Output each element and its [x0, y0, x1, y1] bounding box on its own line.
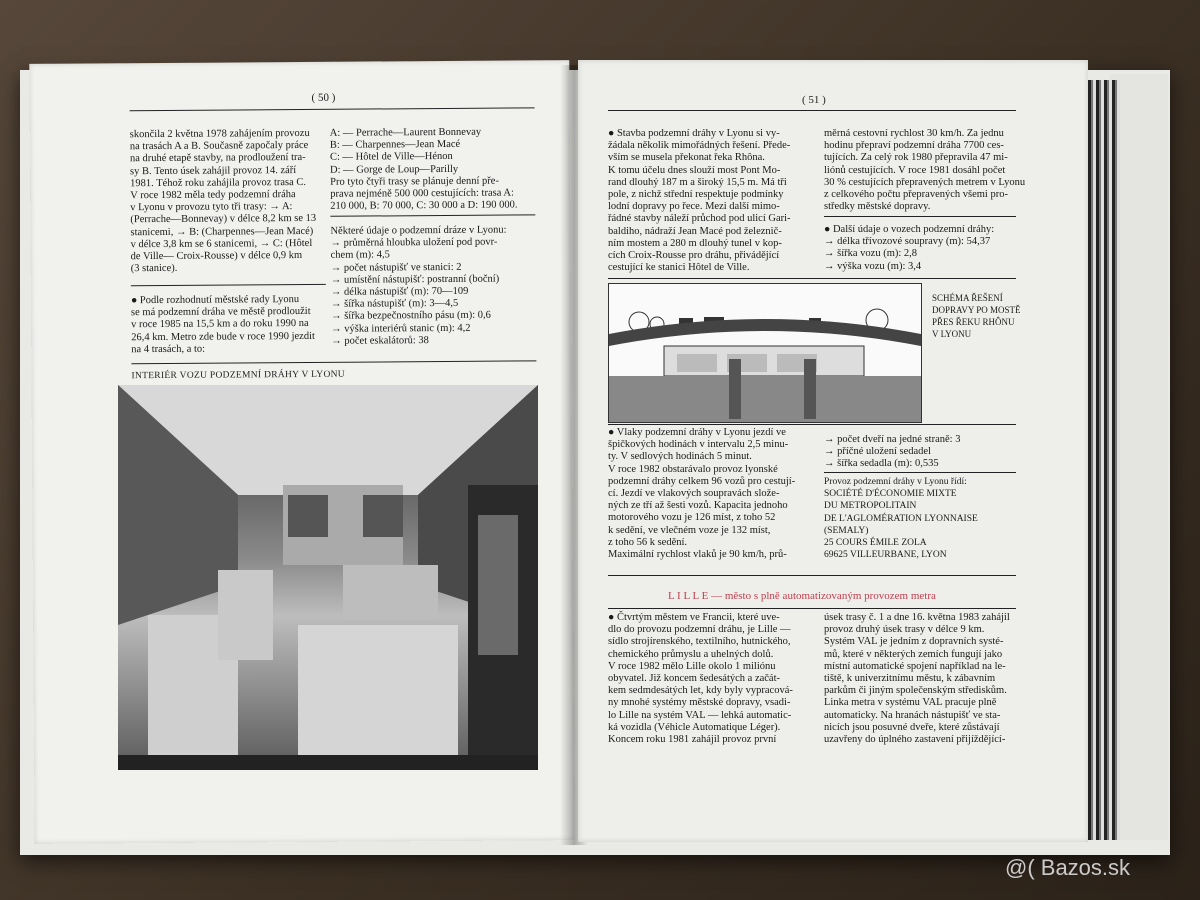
text-block: úsek trasy č. 1 a dne 16. května 1983 zahájil provoz druhý úsek trasy v délce 9 km. Systém VAL je jedním z dopravních systé- mů, které v některých zemích fungují jako místní automatické spojení například na le- tiště, k univerzitnímu městu, k zábavním parkům či jiným společenským střediskům. Linka metra v systému VAL pracuje plně automaticky. Na hranách nástupišť ve sta- nicích jsou posuvné dveře, které zůstávají uzavřeny do úplného zastavení přijíždějící- — [824, 612, 1010, 746]
divider — [608, 608, 1016, 609]
bridge-cross-section-illustration — [609, 284, 921, 422]
text-block: ● Stavba podzemní dráhy v Lyonu si vy- žádala několik mimořádných řešení. Přede- vším se musela překonat řeka Rhôna. K tomu účelu dnes slouží most Pont Mo- rand dlouhý 187 m a široký 15,5 m. Má tři pole, z nichž střední respektuje podmínky lodní dopravy po řece. Mezi další mimo- řádné stavby náleží průchod pod ulicí Gari- baldiho, nádraží Jean Macé pod železnič- ním mostem a 280 m dlouhý tunel v kop- cích Croix-Rousse pro dráhu, přivádějící cestující ke stanici Hôtel de Ville. — [608, 128, 791, 274]
photo-caption: INTERIÉR VOZU PODZEMNÍ DRÁHY V LYONU — [131, 369, 345, 382]
text-block: ● Podle rozhodnutí městské rady Lyonu se má podzemní dráha ve městě prodloužit v roce 1985 na 15,5 km a do roku 1990 na 26,4 km. Metro zde bude v roce 1990 jezdit na 4 trasách, a to: — [130, 294, 315, 356]
text-block: Některé údaje o podzemní dráze v Lyonu: → průměrná hloubka uložení pod povr- chem (m): 4,5 → počet nástupišť ve stanici: 2 → umístění nástupišť: postranní (boční) → délka nástupišť (m): 70—109 → šířka nástupišť (m): 3—4,5 → šířka bezpečnostního pásu (m): 0,6 → výška interiérů stanic (m): 4,2 → počet eskalátorů: 38 — [330, 224, 507, 347]
divider — [608, 278, 1016, 279]
divider — [131, 360, 536, 364]
watermark: @( Bazos.sk — [1005, 855, 1131, 880]
text-block: ● Vlaky podzemní dráhy v Lyonu jezdí ve špičkových hodinách v intervalu 2,5 minu- ty. V sedlových hodinách 5 minut. V roce 1982 obstarávalo provoz lyonské podzemní dráhy celkem 96 vozů pro cestují- cí. Jezdí ve vlakových soupravách slože- ných ze tří až šesti vozů. Kapacita jednoho motorového vozu je 126 míst, z toho 52 k sedění, ve vlečném voze je 132 míst, z toho 56 k sedění. Maximální rychlost vlaků je 90 km/h, prů- — [608, 427, 796, 561]
divider — [131, 284, 326, 286]
bridge-diagram — [608, 283, 922, 423]
text-block: A: — Perrache—Laurent Bonnevay B: — Charpennes—Jean Macé C: — Hôtel de Ville—Hénon D: — Gorge de Loup—Parilly Pro tyto čtyři trasy se plánuje denní pře- prava nejméně 500 000 cestujících: trasa A: 210 000, B: 70 000, C: 30 000 a D: 190 000. — [329, 126, 518, 213]
text-block: ● Čtvrtým městem ve Francii, které uve- dlo do provozu podzemní dráhu, je Lille — sídlo strojírenského, textilního, hutnického, chemického průmyslu a uhelných dolů. V roce 1982 mělo Lille okolo 1 miliónu obyvatel. Již koncem šedesátých a začát- kem sedmdesátých let, kdy byly vypracová- ny mnohé systémy městské dopravy, vsadi- lo Lille na systém VAL — lehká automatic- ká vozidla (Véhicle Automatique Léger). Koncem roku 1981 zahájil provoz první — [608, 612, 793, 746]
text-block: měrná cestovní rychlost 30 km/h. Za jednu hodinu přepraví podzemní dráha 7700 ces- tujících. Za celý rok 1980 přepravila 47 mi- liónů cestujících. V roce 1981 dosáhl počet 30 % cestujících přepravených metrem v Lyonu z celkového počtu přepravených všemi pro- středky městské dopravy. — [824, 128, 1026, 213]
text-block: Provoz podzemní dráhy v Lyonu řídí: SOCIÉTÉ D'ÉCONOMIE MIXTE DU METROPOLITAIN DE L'AGLOMÉRATION LYONNAISE (SEMALY) 25 COURS ÉMILE ZOLA 69625 VILLEURBANE, LYON — [824, 477, 978, 561]
header-rule — [608, 110, 1016, 111]
header-rule — [130, 107, 535, 111]
text-block: → počet dveří na jedné straně: 3 → příčné uložení sedadel → šířka sedadla (m): 0,535 — [824, 434, 961, 470]
divider — [330, 214, 535, 216]
page-number: ( 51 ) — [802, 94, 826, 106]
text-block: ● Další údaje o vozech podzemní dráhy: → délka třívozové soupravy (m): 54,37 → šířka vozu (m): 2,8 → výška vozu (m): 3,4 — [824, 224, 995, 272]
page-number: ( 50 ) — [311, 91, 336, 104]
train-interior-illustration — [118, 385, 538, 770]
divider — [824, 216, 1016, 217]
divider — [824, 472, 1016, 473]
divider — [608, 424, 1016, 425]
diagram-caption: SCHÉMA ŘEŠENÍ DOPRAVY PO MOSTĚ PŘES ŘEKU RHÔNU V LYONU — [932, 293, 1021, 339]
divider — [608, 575, 1016, 576]
right-page — [578, 60, 1088, 842]
text-block: skončila 2 května 1978 zahájením provozu na trasách A a B. Současně započaly práce na druhé etapě stavby, na prodloužení tra- sy B. Tento úsek zahájil provoz 14. září 1981. Téhož roku zahájila provoz trasa C. V roce 1982 měla tedy podzemní dráha v Lyonu v provozu tyto tři trasy: → A: (Perrache—Bonnevay) v délce 8,2 km se 13 stanicemi, → B: (Charpennes—Jean Macé) v délce 3,8 km se 6 stanicemi, → C: (Hôtel de Ville— Croix-Rousse) v délce 0,9 km (3 stanice). — [129, 127, 317, 275]
section-title: L I L L E — město s plně automatizovaným provozem metra — [668, 590, 936, 602]
train-interior-photo — [118, 385, 538, 770]
